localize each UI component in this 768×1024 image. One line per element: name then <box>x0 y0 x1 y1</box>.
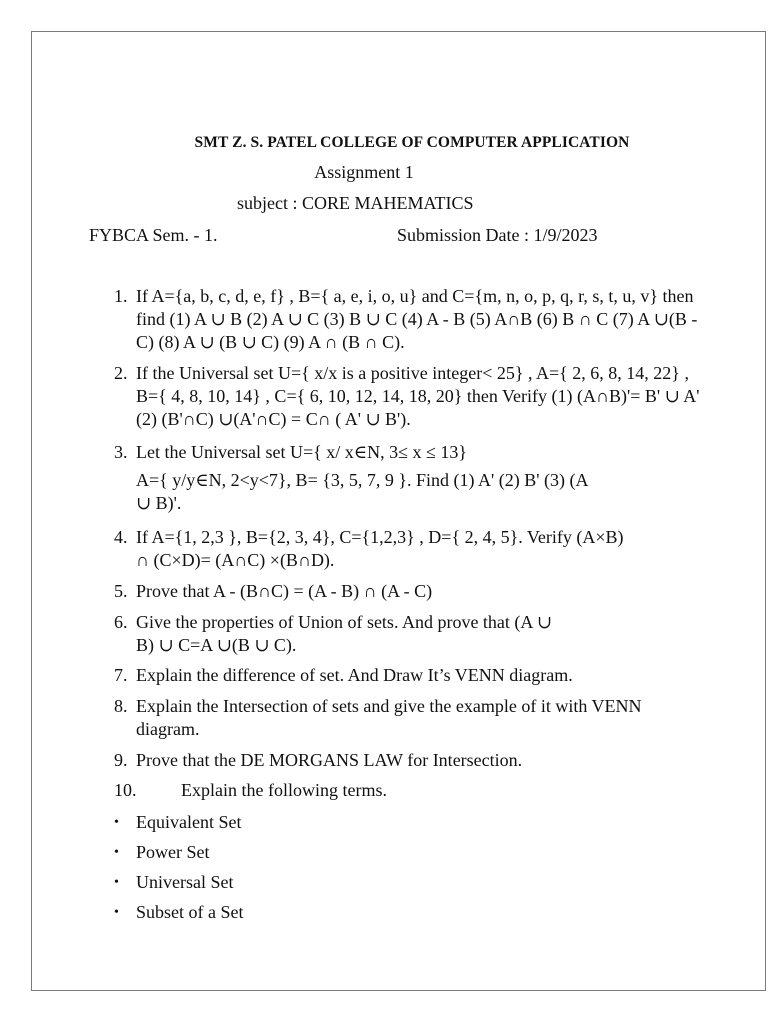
question-text: Explain the Intersection of sets and give the example of it with VENN diagram. <box>136 696 642 739</box>
term-text: Universal Set <box>136 872 234 892</box>
question-number: 9. <box>114 750 128 770</box>
subject-line: subject : CORE MAHEMATICS <box>237 193 474 213</box>
question-4 <box>114 526 704 572</box>
question-text: Give the properties of Union of sets. And prove that (A ∪ B) ∪ C=A ∪(B ∪ C). <box>136 612 553 655</box>
question-number: 7. <box>114 665 128 685</box>
submission-date: Submission Date : 1/9/2023 <box>397 225 598 245</box>
question-text: Explain the difference of set. And Draw It’s VENN diagram. <box>136 665 573 685</box>
assignment-title: Assignment 1 <box>314 162 414 182</box>
question-text-line2: A={ y/y∈N, 2<y<7}, B= {3, 5, 7, 9 }. Find (1) A' (2) B' (3) (A ∪ B)'. <box>136 470 588 513</box>
question-1 <box>114 285 704 354</box>
question-text: If A={a, b, c, d, e, f} , B={ a, e, i, o, u} and C={m, n, o, p, q, r, s, t, u, v} then find (1) A ∪ B (2) A ∪ C (3) B ∪ C (4) A - B (5) A∩B (6) B ∩ C (7) A ∪(B - C) (8) A ∪ (B ∪ C) (9) A ∩ (B ∩ C). <box>136 286 698 352</box>
bullet-icon: • <box>114 905 119 920</box>
question-7 <box>114 664 704 687</box>
question-9 <box>114 749 704 772</box>
question-number: 2. <box>114 363 128 383</box>
question-text: If A={1, 2,3 }, B={2, 3, 4}, C={1,2,3} , D={ 2, 4, 5}. Verify (A×B) ∩ (C×D)= (A∩C) ×(B∩D). <box>136 527 624 570</box>
question-8 <box>114 695 704 741</box>
question-3 <box>114 441 704 515</box>
bullet-icon: • <box>114 815 119 830</box>
question-text: Prove that A - (B∩C) = (A - B) ∩ (A - C) <box>136 581 433 601</box>
question-number: 1. <box>114 286 128 306</box>
class-label: FYBCA Sem. - 1. <box>89 225 218 245</box>
question-text: If the Universal set U={ x/x is a positive integer< 25} , A={ 2, 6, 8, 14, 22} , B={ 4, 8, 10, 14} , C={ 6, 10, 12, 14, 18, 20} then Verify (1) (A∩B)'= B' ∪ A' (2) (B'∩C) ∪(A'∩C) = C∩ ( A' ∪ B'). <box>136 363 700 429</box>
question-6 <box>114 611 704 657</box>
question-number: 3. <box>114 442 128 462</box>
question-10-number: 10. <box>114 780 137 800</box>
question-number: 8. <box>114 696 128 716</box>
question-5 <box>114 580 704 603</box>
question-number: 4. <box>114 527 128 547</box>
college-name: SMT Z. S. PATEL COLLEGE OF COMPUTER APPLICATION <box>194 134 630 151</box>
question-10-text: Explain the following terms. <box>181 780 387 800</box>
bullet-icon: • <box>114 845 119 860</box>
question-text-line1: Let the Universal set U={ x/ x∈N, 3≤ x ≤ 13} <box>136 442 467 462</box>
question-2 <box>114 362 704 431</box>
term-text: Equivalent Set <box>136 812 242 832</box>
question-number: 5. <box>114 581 128 601</box>
question-text: Prove that the DE MORGANS LAW for Intersection. <box>136 750 523 770</box>
bullet-icon: • <box>114 875 119 890</box>
question-number: 6. <box>114 612 128 632</box>
term-text: Subset of a Set <box>136 902 244 922</box>
term-text: Power Set <box>136 842 210 862</box>
